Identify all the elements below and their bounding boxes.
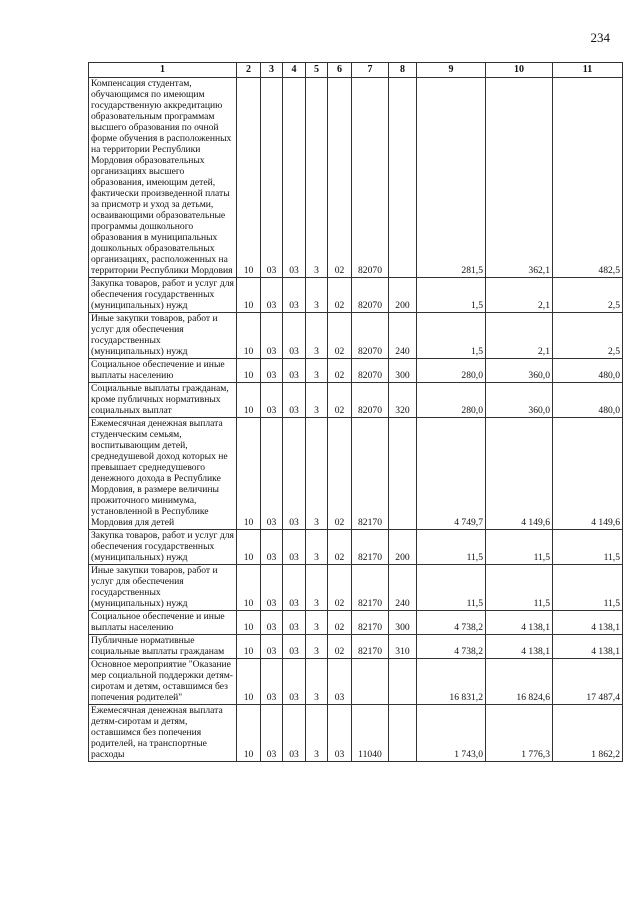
code-cell: 03 <box>283 313 306 359</box>
amount-cell: 11,5 <box>486 530 553 565</box>
code-cell: 3 <box>306 418 328 530</box>
item-name: Ежемесячная денежная выплата студенческим семьям, воспитывающим детей, среднедушевой доход которых не превышает среднедушевого денежного дохода в Республике Мордовия, в размере величины прожиточного минимума, установленной в Республике Мордовия для детей <box>89 418 237 530</box>
code-cell: 82070 <box>352 313 389 359</box>
amount-cell: 4 738,2 <box>417 611 486 635</box>
code-cell: 300 <box>389 611 417 635</box>
code-cell: 10 <box>237 705 261 762</box>
table-row <box>89 359 623 383</box>
header-cell: 3 <box>261 63 283 78</box>
code-cell: 200 <box>389 278 417 313</box>
header-cell: 10 <box>486 63 553 78</box>
code-cell: 3 <box>306 313 328 359</box>
amount-cell: 1,5 <box>417 313 486 359</box>
amount-cell: 360,0 <box>486 359 553 383</box>
amount-cell: 4 138,1 <box>486 611 553 635</box>
code-cell: 82170 <box>352 530 389 565</box>
code-cell: 3 <box>306 705 328 762</box>
amount-cell: 4 138,1 <box>553 611 623 635</box>
amount-cell: 11,5 <box>486 565 553 611</box>
amount-cell: 1,5 <box>417 278 486 313</box>
header-cell: 1 <box>89 63 237 78</box>
code-cell: 03 <box>283 383 306 418</box>
header-cell: 6 <box>328 63 352 78</box>
code-cell: 10 <box>237 383 261 418</box>
code-cell: 3 <box>306 359 328 383</box>
amount-cell: 2,1 <box>486 313 553 359</box>
code-cell: 3 <box>306 635 328 659</box>
code-cell: 11040 <box>352 705 389 762</box>
code-cell: 300 <box>389 359 417 383</box>
header-cell: 8 <box>389 63 417 78</box>
table-row <box>89 659 623 705</box>
code-cell: 03 <box>261 705 283 762</box>
code-cell: 10 <box>237 635 261 659</box>
table-row <box>89 530 623 565</box>
item-name: Ежемесячная денежная выплата детям-сиротам и детям, оставшимся без попечения родителей, на транспортные расходы <box>89 705 237 762</box>
table-row <box>89 635 623 659</box>
item-name: Закупка товаров, работ и услуг для обеспечения государственных (муниципальных) нужд <box>89 530 237 565</box>
table-row <box>89 565 623 611</box>
table-row <box>89 313 623 359</box>
table-row <box>89 383 623 418</box>
amount-cell: 281,5 <box>417 78 486 278</box>
budget-table <box>88 62 623 762</box>
item-name: Компенсация студентам, обучающимся по имеющим государственную аккредитацию образовательным программам высшего образования по очной форме обучения в расположенных на территории Республики Мордовия образовательных организациях высшего образования, имеющим детей, фактически произведенной платы за присмотр и уход за детьми, осваивающими образовательные программы дошкольного образования в муниципальных дошкольных образовательных организациях, расположенных на территории Республики Мордовия <box>89 78 237 278</box>
amount-cell: 2,1 <box>486 278 553 313</box>
code-cell: 240 <box>389 313 417 359</box>
code-cell: 82070 <box>352 359 389 383</box>
code-cell: 02 <box>328 78 352 278</box>
code-cell: 03 <box>261 78 283 278</box>
code-cell: 3 <box>306 659 328 705</box>
amount-cell: 4 149,6 <box>553 418 623 530</box>
page-number: 234 <box>590 30 610 45</box>
amount-cell: 362,1 <box>486 78 553 278</box>
code-cell: 03 <box>283 705 306 762</box>
header-cell: 9 <box>417 63 486 78</box>
code-cell: 02 <box>328 565 352 611</box>
code-cell: 3 <box>306 611 328 635</box>
code-cell: 3 <box>306 565 328 611</box>
code-cell: 03 <box>261 383 283 418</box>
code-cell: 82070 <box>352 278 389 313</box>
code-cell: 02 <box>328 418 352 530</box>
code-cell: 10 <box>237 418 261 530</box>
code-cell: 03 <box>283 659 306 705</box>
item-name: Социальное обеспечение и иные выплаты населению <box>89 611 237 635</box>
amount-cell: 1 862,2 <box>553 705 623 762</box>
code-cell: 02 <box>328 278 352 313</box>
item-name: Иные закупки товаров, работ и услуг для обеспечения государственных (муниципальных) нужд <box>89 565 237 611</box>
code-cell: 82170 <box>352 418 389 530</box>
amount-cell: 11,5 <box>417 530 486 565</box>
code-cell: 02 <box>328 359 352 383</box>
code-cell: 3 <box>306 278 328 313</box>
code-cell: 10 <box>237 565 261 611</box>
code-cell: 03 <box>261 635 283 659</box>
code-cell <box>389 659 417 705</box>
amount-cell: 2,5 <box>553 278 623 313</box>
amount-cell: 480,0 <box>553 383 623 418</box>
header-cell: 4 <box>283 63 306 78</box>
code-cell: 03 <box>283 278 306 313</box>
code-cell <box>389 78 417 278</box>
amount-cell: 4 749,7 <box>417 418 486 530</box>
code-cell: 03 <box>283 359 306 383</box>
code-cell: 03 <box>283 611 306 635</box>
code-cell: 3 <box>306 383 328 418</box>
code-cell: 03 <box>261 313 283 359</box>
code-cell: 3 <box>306 530 328 565</box>
code-cell: 03 <box>261 278 283 313</box>
amount-cell: 11,5 <box>553 565 623 611</box>
amount-cell: 16 831,2 <box>417 659 486 705</box>
item-name: Социальное обеспечение и иные выплаты населению <box>89 359 237 383</box>
amount-cell: 4 738,2 <box>417 635 486 659</box>
code-cell: 82170 <box>352 611 389 635</box>
code-cell: 240 <box>389 565 417 611</box>
code-cell: 03 <box>328 659 352 705</box>
amount-cell: 280,0 <box>417 383 486 418</box>
amount-cell: 4 149,6 <box>486 418 553 530</box>
table-row <box>89 278 623 313</box>
code-cell: 03 <box>328 705 352 762</box>
code-cell: 10 <box>237 313 261 359</box>
code-cell: 310 <box>389 635 417 659</box>
code-cell <box>389 705 417 762</box>
code-cell: 200 <box>389 530 417 565</box>
table-row <box>89 78 623 278</box>
header-cell: 7 <box>352 63 389 78</box>
amount-cell: 4 138,1 <box>486 635 553 659</box>
amount-cell: 1 776,3 <box>486 705 553 762</box>
header-cell: 2 <box>237 63 261 78</box>
item-name: Публичные нормативные социальные выплаты гражданам <box>89 635 237 659</box>
code-cell: 10 <box>237 659 261 705</box>
amount-cell: 4 138,1 <box>553 635 623 659</box>
code-cell: 03 <box>283 635 306 659</box>
amount-cell: 360,0 <box>486 383 553 418</box>
code-cell: 10 <box>237 530 261 565</box>
code-cell: 02 <box>328 530 352 565</box>
code-cell: 03 <box>261 659 283 705</box>
code-cell: 03 <box>283 565 306 611</box>
item-name: Основное мероприятие "Оказание мер социальной поддержки детям-сиротам и детям, оставшимся без попечения родителей" <box>89 659 237 705</box>
code-cell: 03 <box>261 611 283 635</box>
code-cell: 03 <box>283 78 306 278</box>
code-cell: 03 <box>261 565 283 611</box>
code-cell: 82070 <box>352 383 389 418</box>
table-row <box>89 611 623 635</box>
code-cell: 10 <box>237 278 261 313</box>
amount-cell: 482,5 <box>553 78 623 278</box>
code-cell: 10 <box>237 78 261 278</box>
code-cell: 03 <box>283 418 306 530</box>
item-name: Иные закупки товаров, работ и услуг для обеспечения государственных (муниципальных) нужд <box>89 313 237 359</box>
code-cell: 3 <box>306 78 328 278</box>
item-name: Социальные выплаты гражданам, кроме публичных нормативных социальных выплат <box>89 383 237 418</box>
code-cell: 03 <box>261 359 283 383</box>
amount-cell: 11,5 <box>417 565 486 611</box>
amount-cell: 2,5 <box>553 313 623 359</box>
code-cell: 02 <box>328 635 352 659</box>
code-cell: 82170 <box>352 635 389 659</box>
code-cell: 82170 <box>352 565 389 611</box>
amount-cell: 480,0 <box>553 359 623 383</box>
amount-cell: 16 824,6 <box>486 659 553 705</box>
header-row <box>89 63 623 78</box>
code-cell <box>352 659 389 705</box>
code-cell: 02 <box>328 611 352 635</box>
code-cell: 02 <box>328 313 352 359</box>
amount-cell: 17 487,4 <box>553 659 623 705</box>
code-cell <box>389 418 417 530</box>
table-row <box>89 418 623 530</box>
code-cell: 10 <box>237 359 261 383</box>
code-cell: 10 <box>237 611 261 635</box>
code-cell: 03 <box>261 530 283 565</box>
code-cell: 03 <box>283 530 306 565</box>
amount-cell: 1 743,0 <box>417 705 486 762</box>
table-row <box>89 705 623 762</box>
code-cell: 320 <box>389 383 417 418</box>
amount-cell: 280,0 <box>417 359 486 383</box>
header-cell: 11 <box>553 63 623 78</box>
code-cell: 03 <box>261 418 283 530</box>
item-name: Закупка товаров, работ и услуг для обеспечения государственных (муниципальных) нужд <box>89 278 237 313</box>
amount-cell: 11,5 <box>553 530 623 565</box>
code-cell: 82070 <box>352 78 389 278</box>
code-cell: 02 <box>328 383 352 418</box>
header-cell: 5 <box>306 63 328 78</box>
